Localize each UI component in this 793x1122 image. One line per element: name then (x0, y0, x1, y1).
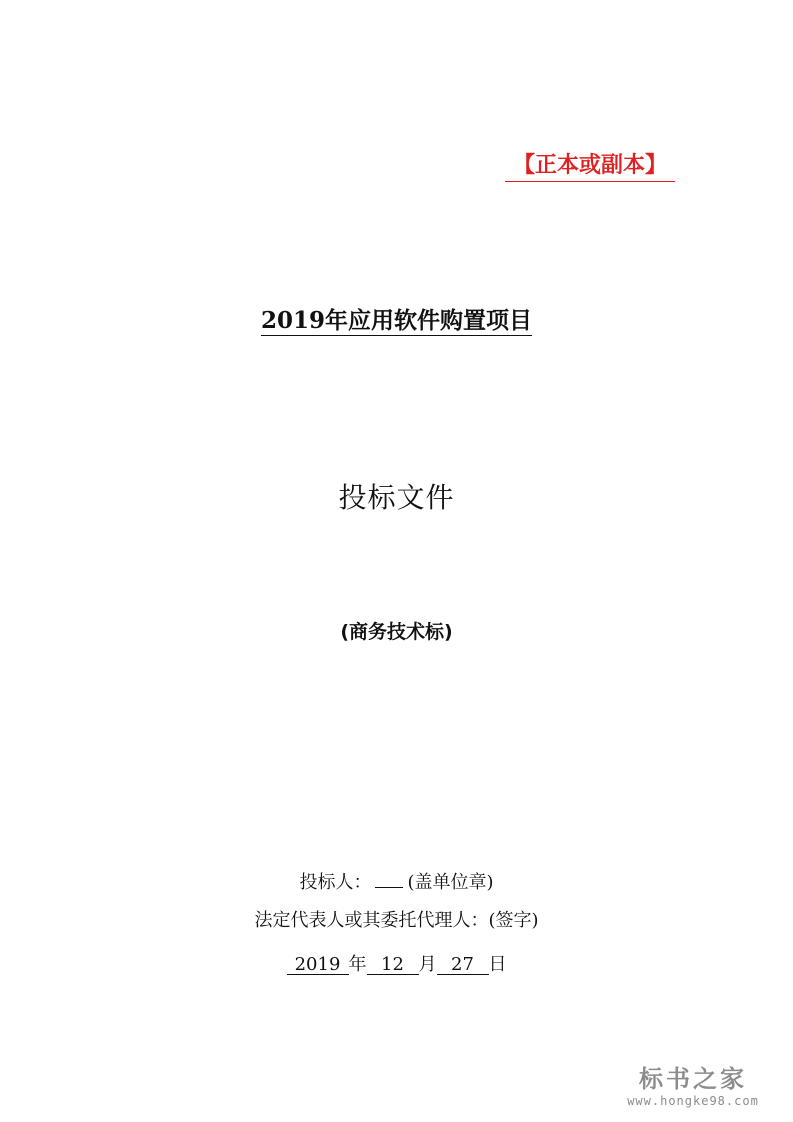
bidder-label: 投标人： (299, 872, 372, 893)
bidder-seal-note: (盖单位章) (407, 872, 494, 893)
date-day-value: 27 (437, 954, 489, 975)
representative-line: 法定代表人或其委托代理人：(签字) (254, 910, 539, 931)
date-month-value: 12 (367, 954, 419, 975)
date-line (0, 950, 793, 976)
bidder-line (0, 867, 793, 894)
document-title: 投标文件 (338, 481, 455, 514)
date-year-value: 2019 (287, 954, 349, 975)
watermark-name: 标书之家 (639, 1065, 747, 1093)
project-title-text: 2019年应用软件购置项目 (260, 307, 532, 334)
document-subtitle: (商务技术标) (340, 621, 453, 643)
watermark-url: www.hongke98.com (627, 1094, 759, 1108)
date-month-unit: 月 (418, 954, 437, 975)
project-title (0, 302, 793, 335)
date-day-unit: 日 (488, 954, 507, 975)
date-year-unit: 年 (348, 954, 367, 975)
copy-type-mark: 【正本或副本】 (505, 148, 675, 182)
bidder-blank (375, 867, 403, 888)
watermark-logo (613, 1065, 773, 1109)
